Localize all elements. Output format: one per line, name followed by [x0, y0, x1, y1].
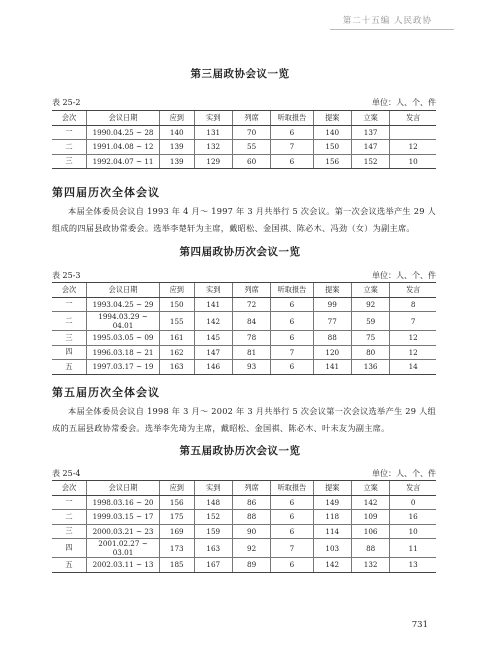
table-cell: 162 — [160, 345, 195, 360]
table-row — [52, 360, 436, 375]
table-cell: 四 — [52, 539, 87, 558]
table-cell: 五 — [52, 558, 87, 573]
column-header: 会次 — [52, 283, 87, 298]
table-cell: 12 — [390, 140, 436, 155]
column-header: 列席 — [232, 111, 270, 126]
table-cell: 88 — [351, 539, 389, 558]
table-cell: 159 — [194, 524, 232, 539]
table-cell: 90 — [232, 524, 270, 539]
table-header-row — [52, 283, 436, 298]
section-5-heading: 第五届历次全体会议 — [52, 386, 160, 399]
table-cell: 1999.03.15 ~ 17 — [87, 510, 160, 525]
table-cell: 155 — [160, 312, 195, 331]
table-cell: 142 — [194, 312, 232, 331]
table-cell: 161 — [160, 331, 195, 346]
table-cell: 92 — [351, 297, 389, 312]
table-cell: 132 — [194, 140, 232, 155]
table-cell: 1997.03.17 ~ 19 — [87, 360, 160, 375]
table-cell: 三 — [52, 331, 87, 346]
column-header: 会次 — [52, 481, 87, 496]
table-cell: 185 — [160, 558, 195, 573]
table-cell: 一 — [52, 125, 87, 140]
table-cell: 142 — [313, 558, 351, 573]
table-cell: 129 — [194, 154, 232, 169]
table-cell: 6 — [271, 331, 313, 346]
unit-label: 单位：人、个、件 — [372, 468, 436, 478]
table-cell: 6 — [271, 558, 313, 573]
table-cell: 1996.03.18 ~ 21 — [87, 345, 160, 360]
table-cell: 0 — [390, 495, 436, 510]
table-row — [52, 495, 436, 510]
table-cell: 152 — [194, 510, 232, 525]
table-cell: 二 — [52, 140, 87, 155]
table-cell: 10 — [390, 524, 436, 539]
table-header-row — [52, 111, 436, 126]
column-header: 列席 — [232, 481, 270, 496]
table-cell: 139 — [160, 154, 195, 169]
table-cell: 二 — [52, 312, 87, 331]
table-row — [52, 510, 436, 525]
table-cell: 77 — [313, 312, 351, 331]
table-25-2-title: 第三届政协会议一览 — [190, 68, 290, 80]
column-header: 提案 — [313, 283, 351, 298]
table-cell: 五 — [52, 360, 87, 375]
column-header: 应到 — [160, 111, 195, 126]
table-cell: 70 — [232, 125, 270, 140]
table-cell: 99 — [313, 297, 351, 312]
table-cell: 137 — [351, 125, 389, 140]
unit-label: 单位：人、个、件 — [372, 270, 436, 280]
unit-label: 单位：人、个、件 — [372, 97, 436, 107]
table-cell: 8 — [390, 297, 436, 312]
table-cell: 106 — [351, 524, 389, 539]
table-cell: 1992.04.07 ~ 11 — [87, 154, 160, 169]
table-cell: 四 — [52, 345, 87, 360]
table-cell: 173 — [160, 539, 195, 558]
table-cell: 142 — [351, 495, 389, 510]
running-head-text: 第二十五编 人民政协 — [342, 16, 432, 26]
table-25-3-meta — [52, 268, 436, 282]
column-header: 实到 — [194, 283, 232, 298]
table-cell: 156 — [160, 495, 195, 510]
table-cell: 156 — [313, 154, 351, 169]
table-cell: 103 — [313, 539, 351, 558]
column-header: 实到 — [194, 111, 232, 126]
table-25-4-meta — [52, 466, 436, 480]
table-cell: 175 — [160, 510, 195, 525]
table-25-4 — [52, 480, 436, 573]
running-head — [0, 0, 480, 30]
table-cell: 2002.03.11 ~ 13 — [87, 558, 160, 573]
table-cell: 三 — [52, 154, 87, 169]
table-cell: 150 — [313, 140, 351, 155]
table-cell: 150 — [160, 297, 195, 312]
table-cell: 11 — [390, 539, 436, 558]
column-header: 发言 — [390, 481, 436, 496]
table-row — [52, 125, 436, 140]
table-cell: 167 — [194, 558, 232, 573]
table-row — [52, 312, 436, 331]
table-cell: 1994.03.29 ~ 04.01 — [87, 312, 160, 331]
table-cell: 16 — [390, 510, 436, 525]
table-cell: 140 — [160, 125, 195, 140]
table-cell: 75 — [351, 331, 389, 346]
table-cell: 1991.04.08 ~ 12 — [87, 140, 160, 155]
table-label: 表 25-2 — [52, 97, 81, 107]
table-cell: 93 — [232, 360, 270, 375]
table-cell: 6 — [271, 524, 313, 539]
table-row — [52, 345, 436, 360]
column-header: 应到 — [160, 481, 195, 496]
table-cell: 88 — [313, 331, 351, 346]
table-cell: 147 — [351, 140, 389, 155]
column-header: 会议日期 — [87, 481, 160, 496]
table-25-4-title: 第五届政协历次会议一览 — [179, 445, 301, 457]
table-25-2-meta — [52, 95, 436, 109]
table-header-row — [52, 481, 436, 496]
table-cell: 10 — [390, 154, 436, 169]
table-cell: 60 — [232, 154, 270, 169]
table-cell: 141 — [313, 360, 351, 375]
table-cell: 88 — [232, 510, 270, 525]
table-cell: 132 — [351, 558, 389, 573]
table-cell: 三 — [52, 524, 87, 539]
table-row — [52, 539, 436, 558]
table-cell: 86 — [232, 495, 270, 510]
table-cell: 6 — [271, 125, 313, 140]
table-cell: 6 — [271, 495, 313, 510]
section-4-heading: 第四届历次全体会议 — [52, 186, 160, 199]
table-row — [52, 297, 436, 312]
table-cell: 7 — [390, 312, 436, 331]
table-cell: 12 — [390, 331, 436, 346]
section-5-paragraph: 本届全体委员会议自 1998 年 3 月～ 2002 年 3 月共举行 5 次会议第一次会议选举产生 29 人组成的五届县政协常委会。选举李先琦为主席，戴昭松、金国祺、陈必木、叶未友为副主席。 — [52, 406, 436, 433]
table-cell: 131 — [194, 125, 232, 140]
table-cell: 92 — [232, 539, 270, 558]
table-cell: 139 — [160, 140, 195, 155]
table-cell: 2000.03.21 ~ 23 — [87, 524, 160, 539]
table-cell: 163 — [160, 360, 195, 375]
table-cell: 7 — [271, 539, 313, 558]
table-cell: 1993.04.25 ~ 29 — [87, 297, 160, 312]
column-header: 实到 — [194, 481, 232, 496]
table-cell: 163 — [194, 539, 232, 558]
table-cell: 14 — [390, 360, 436, 375]
table-cell: 6 — [271, 297, 313, 312]
table-cell: 二 — [52, 510, 87, 525]
table-cell: 147 — [194, 345, 232, 360]
column-header: 提案 — [313, 481, 351, 496]
table-cell: 146 — [194, 360, 232, 375]
column-header: 听取报告 — [271, 481, 313, 496]
table-cell: 13 — [390, 558, 436, 573]
column-header: 提案 — [313, 111, 351, 126]
table-cell: 140 — [313, 125, 351, 140]
table-row — [52, 558, 436, 573]
running-head-rule — [330, 29, 454, 30]
table-cell: 152 — [351, 154, 389, 169]
table-row — [52, 154, 436, 169]
table-cell — [390, 125, 436, 140]
column-header: 立案 — [351, 283, 389, 298]
table-label: 表 25-4 — [52, 468, 81, 478]
column-header: 听取报告 — [271, 111, 313, 126]
table-cell: 12 — [390, 345, 436, 360]
table-row — [52, 524, 436, 539]
table-cell: 78 — [232, 331, 270, 346]
table-cell: 84 — [232, 312, 270, 331]
table-cell: 6 — [271, 312, 313, 331]
column-header: 会议日期 — [87, 111, 160, 126]
table-cell: 6 — [271, 154, 313, 169]
table-cell: 89 — [232, 558, 270, 573]
column-header: 立案 — [351, 481, 389, 496]
table-cell: 6 — [271, 510, 313, 525]
table-cell: 一 — [52, 495, 87, 510]
table-cell: 1995.03.05 ~ 09 — [87, 331, 160, 346]
table-cell: 169 — [160, 524, 195, 539]
table-cell: 1990.04.25 ~ 28 — [87, 125, 160, 140]
column-header: 发言 — [390, 111, 436, 126]
column-header: 会议日期 — [87, 283, 160, 298]
table-cell: 109 — [351, 510, 389, 525]
table-cell: 80 — [351, 345, 389, 360]
table-cell: 一 — [52, 297, 87, 312]
table-cell: 141 — [194, 297, 232, 312]
table-cell: 7 — [271, 140, 313, 155]
table-label: 表 25-3 — [52, 270, 81, 280]
table-cell: 118 — [313, 510, 351, 525]
table-cell: 1998.03.16 ~ 20 — [87, 495, 160, 510]
table-cell: 149 — [313, 495, 351, 510]
table-25-3 — [52, 282, 436, 375]
table-cell: 2001.02.27 ~ 03.01 — [87, 539, 160, 558]
column-header: 列席 — [232, 283, 270, 298]
table-cell: 148 — [194, 495, 232, 510]
table-cell: 114 — [313, 524, 351, 539]
table-cell: 7 — [271, 345, 313, 360]
table-row — [52, 331, 436, 346]
column-header: 会次 — [52, 111, 87, 126]
column-header: 听取报告 — [271, 283, 313, 298]
column-header: 发言 — [390, 283, 436, 298]
table-cell: 72 — [232, 297, 270, 312]
table-25-3-title: 第四届政协历次会议一览 — [179, 246, 301, 258]
table-cell: 55 — [232, 140, 270, 155]
table-cell: 120 — [313, 345, 351, 360]
column-header: 应到 — [160, 283, 195, 298]
table-cell: 136 — [351, 360, 389, 375]
table-25-2 — [52, 110, 436, 169]
table-row — [52, 140, 436, 155]
column-header: 立案 — [351, 111, 389, 126]
table-cell: 145 — [194, 331, 232, 346]
section-4-paragraph: 本届全体委员会议自 1993 年 4 月～ 1997 年 3 月共举行 5 次会议。第一次会议选举产生 29 人组成的四届县政协常委会。选举李楚轩为主席，戴昭松、金国祺、陈必木、冯劲（女）为副主席。 — [52, 206, 436, 233]
page-number: 731 — [411, 620, 428, 630]
table-cell: 59 — [351, 312, 389, 331]
table-cell: 6 — [271, 360, 313, 375]
table-cell: 81 — [232, 345, 270, 360]
